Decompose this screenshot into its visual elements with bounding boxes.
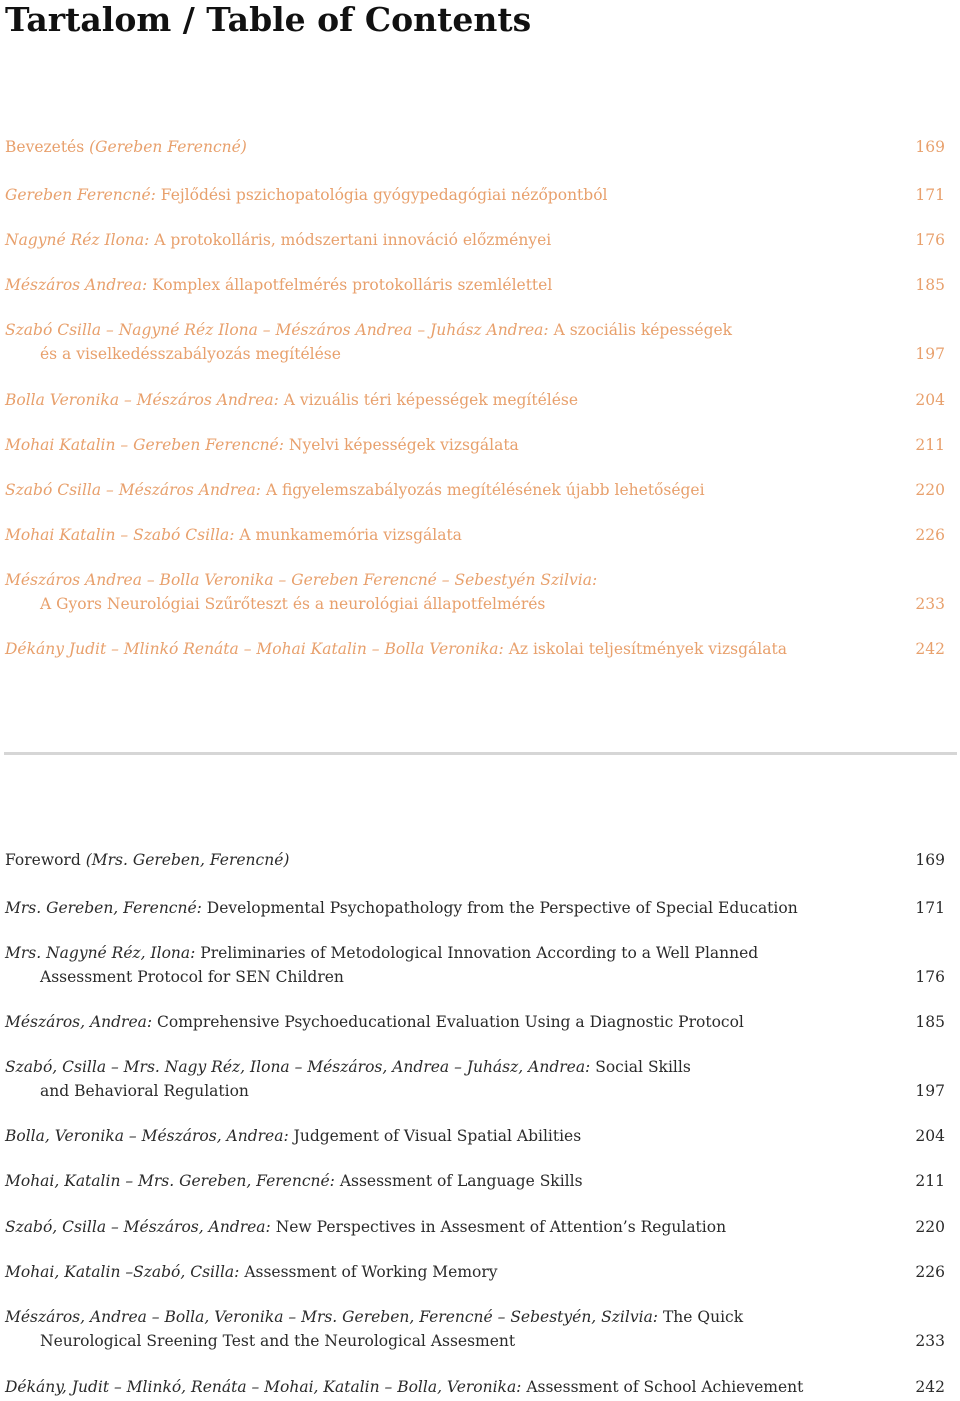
entry-editor-note: (Gereben Ferencné) <box>89 138 247 156</box>
entry-editor-note: (Mrs. Gereben, Ferencné) <box>85 851 290 869</box>
toc-entry-en-7 <box>5 1169 945 1193</box>
toc-entry-hu-3 <box>5 228 945 252</box>
entry-title: Komplex állapotfelmérés protokolláris szemlélettel <box>147 276 553 294</box>
entry-title: Az iskolai teljesítmények vizsgálata <box>503 640 787 658</box>
entry-authors: Mrs. Nagyné Réz, Ilona: <box>5 944 196 962</box>
toc-entry-hu-6 <box>5 388 945 412</box>
entry-title: Preliminaries of Metodological Innovation According to a Well Planned <box>195 944 759 962</box>
toc-entry-en-1 <box>5 848 945 872</box>
entry-authors: Mohai Katalin – Szabó Csilla: <box>5 526 235 544</box>
toc-entry-hu-10 <box>5 568 945 616</box>
page-number: 233 <box>915 595 945 613</box>
page-number: 185 <box>915 1013 945 1031</box>
toc-entry-en-4 <box>5 1010 945 1034</box>
page-number: 176 <box>915 231 945 249</box>
entry-authors: Mohai Katalin – Gereben Ferencné: <box>5 436 284 454</box>
page-number: 169 <box>915 851 945 869</box>
page-number: 211 <box>915 436 945 454</box>
entry-title-continued: és a viselkedésszabályozás megítélése <box>40 345 341 363</box>
entry-title: Assessment of Working Memory <box>239 1263 498 1281</box>
entry-title: Foreword <box>5 851 86 869</box>
entry-title: Developmental Psychopathology from the Perspective of Special Education <box>201 899 798 917</box>
toc-entry-hu-7 <box>5 433 945 457</box>
toc-entry-en-8 <box>5 1215 945 1239</box>
page-number: 171 <box>915 186 945 204</box>
toc-entry-en-3 <box>5 941 945 989</box>
toc-entry-en-11 <box>5 1375 945 1399</box>
toc-entry-hu-11 <box>5 637 945 661</box>
entry-authors: Dékány, Judit – Mlinkó, Renáta – Mohai, Katalin – Bolla, Veronika: <box>5 1378 522 1396</box>
toc-entry-hu-5 <box>5 318 945 366</box>
entry-title-continued: Assessment Protocol for SEN Children <box>40 968 344 986</box>
page-number: 204 <box>915 1127 945 1145</box>
entry-authors: Szabó, Csilla – Mrs. Nagy Réz, Ilona – Mészáros, Andrea – Juhász, Andrea: <box>5 1058 591 1076</box>
toc-entry-en-6 <box>5 1124 945 1148</box>
entry-authors: Dékány Judit – Mlinkó Renáta – Mohai Katalin – Bolla Veronika: <box>5 640 504 658</box>
entry-title: A munkamemória vizsgálata <box>234 526 462 544</box>
entry-title: Judgement of Visual Spatial Abilities <box>288 1127 582 1145</box>
entry-authors: Bolla Veronika – Mészáros Andrea: <box>5 391 279 409</box>
entry-authors: Mrs. Gereben, Ferencné: <box>5 899 202 917</box>
page-number: 176 <box>915 968 945 986</box>
page-number: 204 <box>915 391 945 409</box>
page-number: 197 <box>915 1082 945 1100</box>
section-divider <box>4 752 957 755</box>
entry-title: Comprehensive Psychoeducational Evaluation Using a Diagnostic Protocol <box>152 1013 744 1031</box>
toc-entry-hu-2 <box>5 183 945 207</box>
entry-authors: Szabó Csilla – Mészáros Andrea: <box>5 481 261 499</box>
entry-title: New Perspectives in Assesment of Attention’s Regulation <box>270 1218 727 1236</box>
page-title: Tartalom / Table of Contents <box>5 0 532 39</box>
entry-authors: Mészáros, Andrea: <box>5 1013 153 1031</box>
entry-title: A figyelemszabályozás megítélésének újabb lehetőségei <box>260 481 705 499</box>
entry-title: Bevezetés <box>5 138 90 156</box>
page-number: 226 <box>915 526 945 544</box>
page-number: 220 <box>915 1218 945 1236</box>
entry-authors: Szabó Csilla – Nagyné Réz Ilona – Mészáros Andrea – Juhász Andrea: <box>5 321 549 339</box>
toc-entry-hu-9 <box>5 523 945 547</box>
entry-authors: Mohai, Katalin – Mrs. Gereben, Ferencné: <box>5 1172 335 1190</box>
entry-authors: Mohai, Katalin –Szabó, Csilla: <box>5 1263 240 1281</box>
entry-title: A vizuális téri képességek megítélése <box>278 391 579 409</box>
entry-authors: Nagyné Réz Ilona: <box>5 231 150 249</box>
entry-authors: Szabó, Csilla – Mészáros, Andrea: <box>5 1218 271 1236</box>
page-number: 185 <box>915 276 945 294</box>
entry-title: A protokolláris, módszertani innováció előzményei <box>149 231 552 249</box>
page-number: 226 <box>915 1263 945 1281</box>
entry-title: Assessment of Language Skills <box>334 1172 583 1190</box>
entry-title-continued: Neurological Sreening Test and the Neurological Assesment <box>40 1332 516 1350</box>
entry-authors: Mészáros Andrea – Bolla Veronika – Gereben Ferencné – Sebestyén Szilvia: <box>5 571 598 589</box>
toc-entry-en-10 <box>5 1305 945 1353</box>
page-number: 220 <box>915 481 945 499</box>
entry-title-continued: and Behavioral Regulation <box>40 1082 249 1100</box>
entry-authors: Mészáros, Andrea – Bolla, Veronika – Mrs. Gereben, Ferencné – Sebestyén, Szilvia: <box>5 1308 659 1326</box>
toc-entry-hu-1 <box>5 135 945 159</box>
toc-entry-en-2 <box>5 896 945 920</box>
toc-entry-hu-8 <box>5 478 945 502</box>
page-number: 211 <box>915 1172 945 1190</box>
entry-title: Social Skills <box>590 1058 691 1076</box>
toc-entry-en-5 <box>5 1055 945 1103</box>
page-number: 242 <box>915 1378 945 1396</box>
entry-title: Fejlődési pszichopatológia gyógypedagógiai nézőpontból <box>155 186 608 204</box>
page-number: 171 <box>915 899 945 917</box>
entry-title: The Quick <box>658 1308 744 1326</box>
entry-authors: Bolla, Veronika – Mészáros, Andrea: <box>5 1127 289 1145</box>
toc-entry-hu-4 <box>5 273 945 297</box>
entry-authors: Gereben Ferencné: <box>5 186 156 204</box>
page-number: 233 <box>915 1332 945 1350</box>
page-number: 242 <box>915 640 945 658</box>
toc-entry-en-9 <box>5 1260 945 1284</box>
page-number: 169 <box>915 138 945 156</box>
entry-authors: Mészáros Andrea: <box>5 276 148 294</box>
entry-title: Assessment of School Achievement <box>521 1378 804 1396</box>
page-number: 197 <box>915 345 945 363</box>
entry-title: Nyelvi képességek vizsgálata <box>283 436 519 454</box>
entry-title-continued: A Gyors Neurológiai Szűrőteszt és a neurológiai állapotfelmérés <box>40 595 546 613</box>
entry-title: A szociális képességek <box>548 321 733 339</box>
